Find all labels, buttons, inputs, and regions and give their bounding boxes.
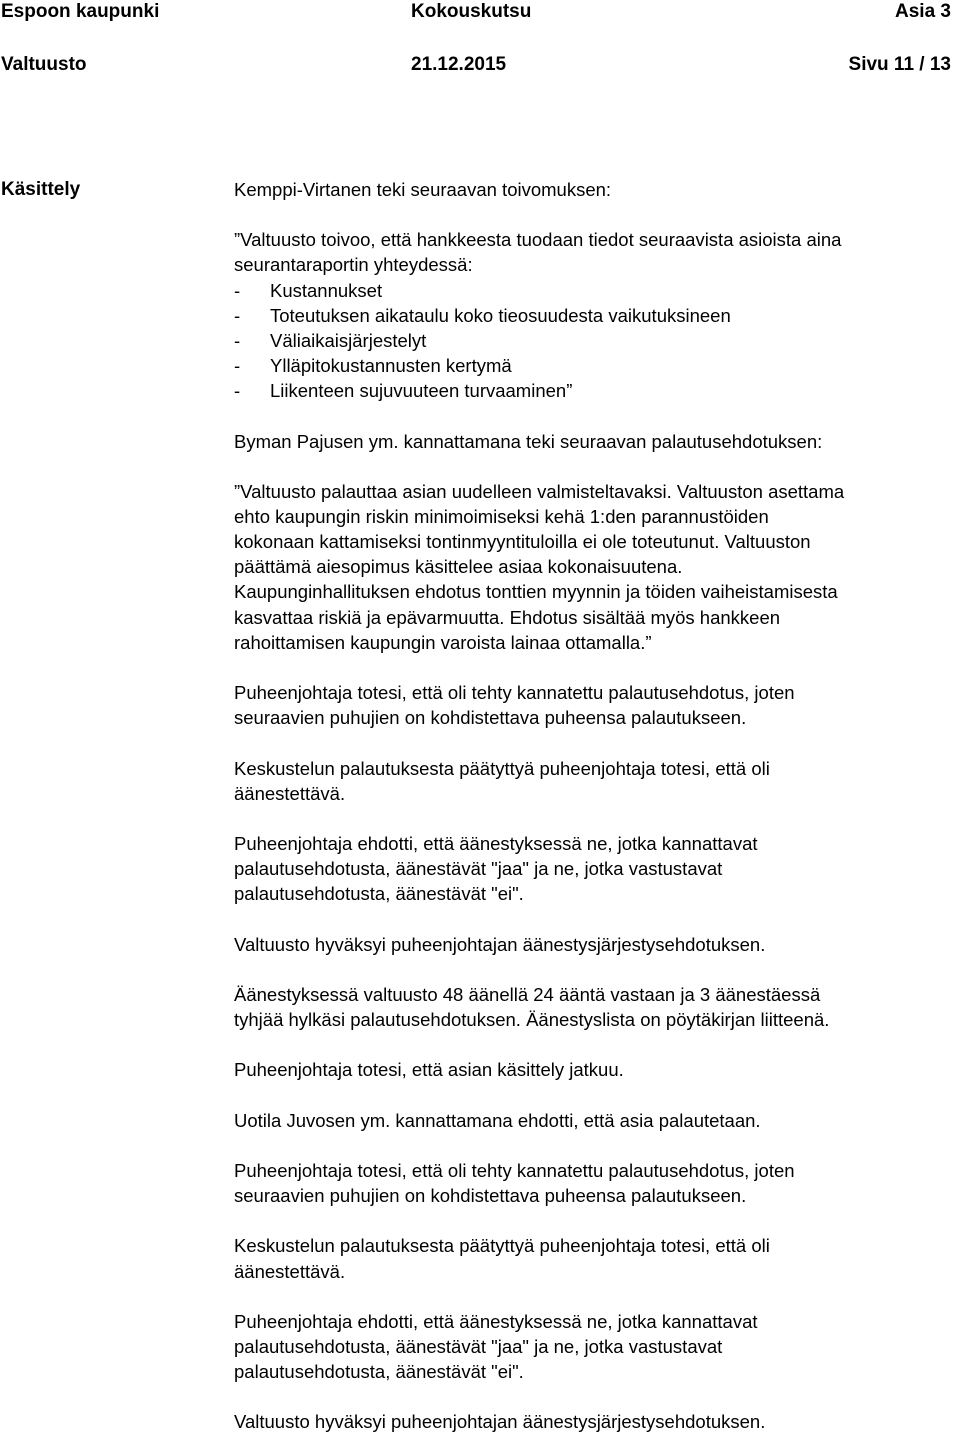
- document-body: [234, 177, 959, 1435]
- paragraph-voting-order-2: [234, 1309, 959, 1384]
- paragraph-voting-order-approved: Valtuusto hyväksyi puheenjohtajan äänestysjärjestysehdotuksen.: [234, 933, 766, 955]
- paragraph-voting-order: [234, 831, 959, 906]
- text-line: ”Valtuusto toivoo, että hankkeesta tuodaan tiedot seuraavista asioista aina: [234, 229, 842, 251]
- meeting-date: 21.12.2015: [411, 54, 507, 75]
- text-line: seurantaraportin yhteydessä:: [234, 254, 473, 276]
- text-line: kasvattaa riskiä ja epävarmuutta. Ehdotus sisältää myös hankkeen: [234, 606, 781, 628]
- body-name: Valtuusto: [1, 54, 87, 75]
- paragraph-handling-continues: Puheenjohtaja totesi, että asian käsittely jatkuu.: [234, 1059, 624, 1081]
- list-item-text: Ylläpitokustannusten kertymä: [270, 355, 512, 377]
- paragraph-wish-text: [234, 227, 959, 277]
- text-line: Puheenjohtaja ehdotti, että äänestyksessä ne, jotka kannattavat: [234, 832, 758, 854]
- text-line: ehto kaupungin riskin minimoimiseksi kehä 1:den parannustöiden: [234, 505, 769, 527]
- text-line: äänestettävä.: [234, 1260, 346, 1282]
- text-line: Keskustelun palautuksesta päätyttyä puheenjohtaja totesi, että oli: [234, 757, 770, 779]
- section-label: Käsittely: [1, 179, 81, 200]
- list-item-text: Liikenteen sujuvuuteen turvaaminen”: [270, 380, 573, 402]
- text-line: palautusehdotusta, äänestävät "jaa" ja ne, jotka vastustavat: [234, 1335, 723, 1357]
- bullet-dash: -: [234, 380, 241, 402]
- text-line: ”Valtuusto palauttaa asian uudelleen valmisteltavaksi. Valtuuston asettama: [234, 480, 845, 502]
- paragraph-discussion-ended-2: [234, 1233, 959, 1283]
- item-number: Asia 3: [895, 1, 951, 22]
- bullet-dash: -: [234, 304, 241, 326]
- list-item: [234, 278, 959, 303]
- text-line: Äänestyksessä valtuusto 48 äänellä 24 ääntä vastaan ja 3 äänestäessä: [234, 983, 821, 1005]
- text-line: Puheenjohtaja totesi, että oli tehty kannatettu palautusehdotus, joten: [234, 1159, 795, 1181]
- text-line: seuraavien puhujien on kohdistettava puheensa palautukseen.: [234, 707, 747, 729]
- paragraph-wish-intro: Kemppi-Virtanen teki seuraavan toivomuksen:: [234, 179, 612, 200]
- text-line: kokonaan kattamiseksi tontinmyyntituloilla ei ole toteutunut. Valtuuston: [234, 531, 811, 553]
- text-line: Keskustelun palautuksesta päätyttyä puheenjohtaja totesi, että oli: [234, 1235, 770, 1257]
- page-header-row-2: [0, 54, 951, 80]
- organization-name: Espoon kaupunki: [1, 1, 160, 22]
- page-header-row-1: [0, 1, 951, 27]
- list-item: [234, 328, 959, 353]
- bullet-dash: -: [234, 279, 241, 301]
- document-type: Kokouskutsu: [411, 1, 532, 22]
- list-item-text: Kustannukset: [270, 279, 383, 301]
- text-line: seuraavien puhujien on kohdistettava puheensa palautukseen.: [234, 1185, 747, 1207]
- bullet-dash: -: [234, 329, 241, 351]
- paragraph-voting-order-approved-2: Valtuusto hyväksyi puheenjohtajan äänestysjärjestysehdotuksen.: [234, 1411, 766, 1433]
- text-line: päättämä aiesopimus käsittelee asiaa kokonaisuutena.: [234, 556, 683, 578]
- text-line: tyhjää hylkäsi palautusehdotuksen. Äänestyslista on pöytäkirjan liitteenä.: [234, 1009, 830, 1031]
- text-line: rahoittamisen kaupungin varoista lainaa ottamalla.”: [234, 631, 652, 653]
- paragraph-vote-result: [234, 982, 959, 1032]
- list-item: [234, 353, 959, 378]
- paragraph-chair-statement: [234, 680, 959, 730]
- text-line: äänestettävä.: [234, 782, 346, 804]
- text-line: Puheenjohtaja ehdotti, että äänestyksessä ne, jotka kannattavat: [234, 1310, 758, 1332]
- text-line: palautusehdotusta, äänestävät "ei".: [234, 1361, 524, 1383]
- list-item: [234, 378, 959, 403]
- text-line: palautusehdotusta, äänestävät "ei".: [234, 883, 524, 905]
- text-line: Puheenjohtaja totesi, että oli tehty kannatettu palautusehdotus, joten: [234, 682, 795, 704]
- list-item: [234, 303, 959, 328]
- paragraph-second-return-proposal: Uotila Juvosen ym. kannattamana ehdotti, että asia palautetaan.: [234, 1109, 761, 1131]
- wish-bullet-list: [234, 278, 959, 404]
- paragraph-chair-statement-2: [234, 1158, 959, 1208]
- list-item-text: Väliaikaisjärjestelyt: [270, 329, 427, 351]
- text-line: palautusehdotusta, äänestävät "jaa" ja ne, jotka vastustavat: [234, 858, 723, 880]
- bullet-dash: -: [234, 355, 241, 377]
- paragraph-discussion-ended: [234, 756, 959, 806]
- list-item-text: Toteutuksen aikataulu koko tieosuudesta vaikutuksineen: [270, 304, 731, 326]
- page-number: Sivu 11 / 13: [848, 54, 951, 75]
- paragraph-return-proposal-text: [234, 479, 959, 655]
- text-line: Kaupunginhallituksen ehdotus tonttien myynnin ja töiden vaiheistamisesta: [234, 581, 838, 603]
- paragraph-return-proposal-intro: Byman Pajusen ym. kannattamana teki seuraavan palautusehdotuksen:: [234, 430, 823, 452]
